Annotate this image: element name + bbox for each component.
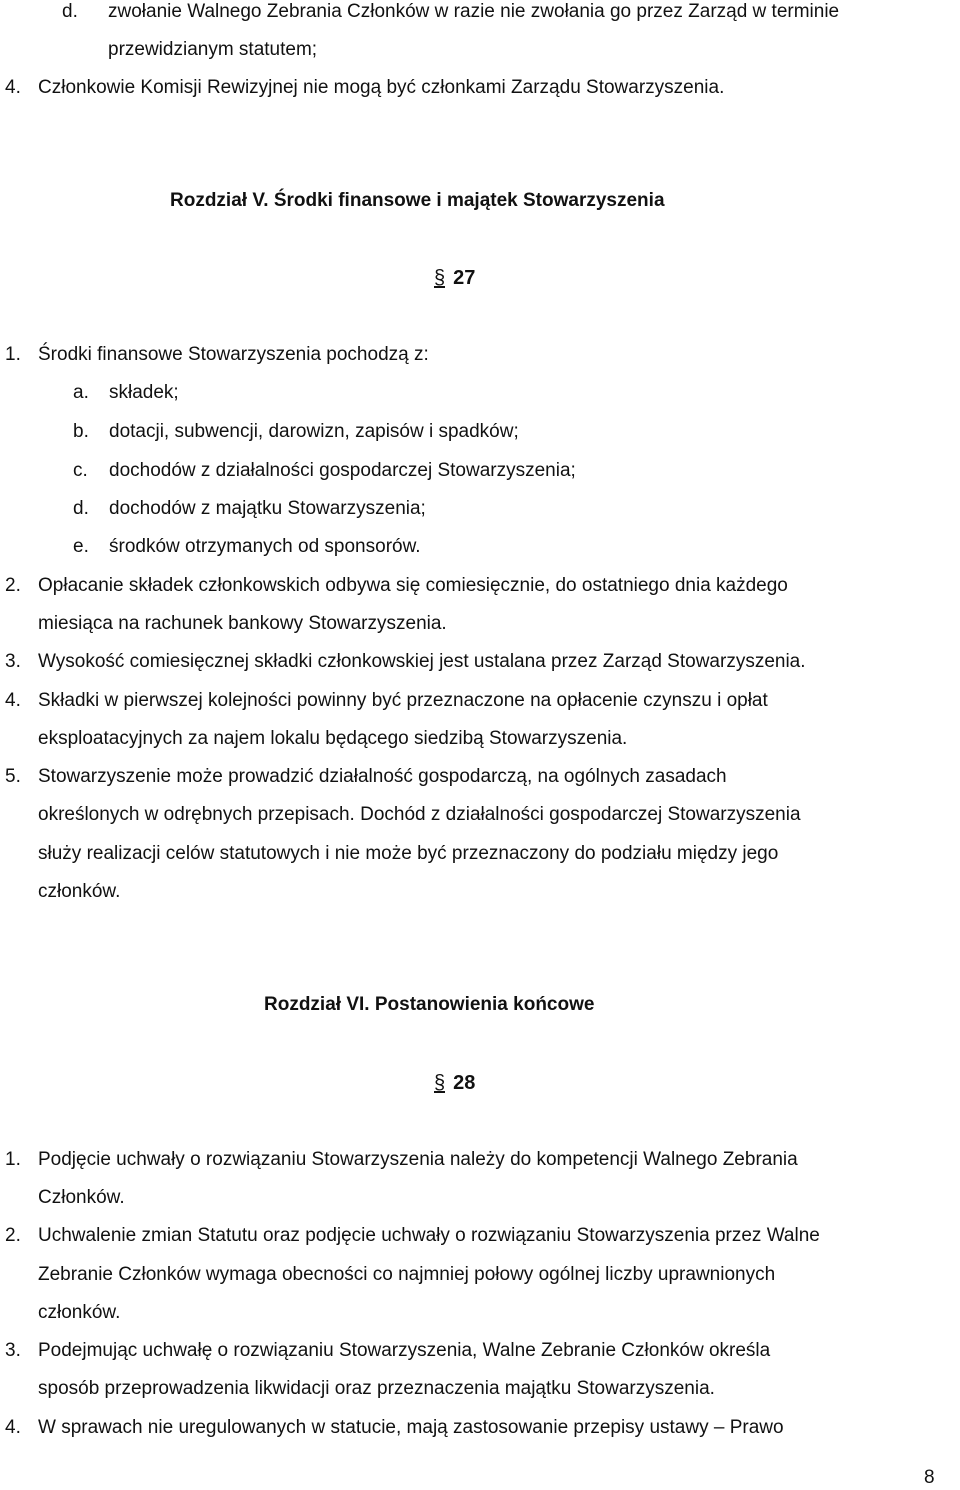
paragraph-heading: [434, 266, 475, 290]
sublist-marker: a.: [73, 382, 89, 403]
list-marker: 2.: [5, 1225, 21, 1246]
list-item-text: Opłacanie składek członkowskich odbywa się comiesięcznie, do ostatniego dnia każdego: [38, 575, 788, 596]
list-item-text: sposób przeprowadzenia likwidacji oraz przeznaczenia majątku Stowarzyszenia.: [38, 1378, 715, 1399]
sublist-item-text: środków otrzymanych od sponsorów.: [109, 536, 421, 557]
list-item-text: członków.: [38, 1302, 121, 1323]
list-item-text: Członkowie Komisji Rewizyjnej nie mogą być członkami Zarządu Stowarzyszenia.: [38, 77, 725, 98]
list-item-text: członków.: [38, 881, 121, 902]
list-item-text: Składki w pierwszej kolejności powinny być przeznaczone na opłacenie czynszu i opłat: [38, 690, 768, 711]
sublist-marker: c.: [73, 460, 88, 481]
sublist-item-text: dochodów z działalności gospodarczej Stowarzyszenia;: [109, 460, 576, 481]
list-marker: 3.: [5, 1340, 21, 1361]
list-marker: 4.: [5, 690, 21, 711]
list-item-text: Podjęcie uchwały o rozwiązaniu Stowarzyszenia należy do kompetencji Walnego Zebrania: [38, 1149, 798, 1170]
list-marker: 5.: [5, 766, 21, 787]
list-item-text: Zebranie Członków wymaga obecności co najmniej połowy ogólnej liczby uprawnionych: [38, 1264, 776, 1285]
list-marker: 2.: [5, 575, 21, 596]
sublist-item-text: dotacji, subwencji, darowizn, zapisów i spadków;: [109, 421, 519, 442]
list-item-text: Członków.: [38, 1187, 125, 1208]
sublist-marker: b.: [73, 421, 89, 442]
list-marker: 1.: [5, 344, 21, 365]
paragraph-number: 27: [453, 267, 476, 289]
sublist-marker: d.: [73, 498, 89, 519]
list-item-text: określonych w odrębnych przepisach. Dochód z działalności gospodarczej Stowarzyszenia: [38, 804, 801, 825]
list-item-text: W sprawach nie uregulowanych w statucie, mają zastosowanie przepisy ustawy – Prawo: [38, 1417, 784, 1438]
list-item-text: zwołanie Walnego Zebrania Członków w razie nie zwołania go przez Zarząd w terminie: [108, 1, 840, 22]
section-sign-icon: §: [434, 1072, 446, 1094]
list-item-text: Uchwalenie zmian Statutu oraz podjęcie uchwały o rozwiązaniu Stowarzyszenia przez Walne: [38, 1225, 820, 1246]
list-item-text: eksploatacyjnych za najem lokalu będącego siedzibą Stowarzyszenia.: [38, 728, 628, 749]
sublist-item-text: dochodów z majątku Stowarzyszenia;: [109, 498, 426, 519]
list-item-text: Stowarzyszenie może prowadzić działalność gospodarczą, na ogólnych zasadach: [38, 766, 727, 787]
list-item-text: służy realizacji celów statutowych i nie może być przeznaczony do podziału między jego: [38, 843, 779, 864]
list-item-text: Podejmując uchwałę o rozwiązaniu Stowarzyszenia, Walne Zebranie Członków określa: [38, 1340, 771, 1361]
sublist-item-text: składek;: [109, 382, 179, 403]
paragraph-number: 28: [453, 1072, 476, 1094]
page-number: 8: [924, 1467, 935, 1488]
list-item-text: przewidzianym statutem;: [108, 39, 318, 60]
list-marker: 4.: [5, 1417, 21, 1438]
paragraph-heading: [434, 1071, 475, 1095]
sublist-marker: e.: [73, 536, 89, 557]
chapter-heading: Rozdział V. Środki finansowe i majątek Stowarzyszenia: [170, 190, 665, 211]
list-item-text: Środki finansowe Stowarzyszenia pochodzą z:: [38, 344, 429, 365]
chapter-heading: Rozdział VI. Postanowienia końcowe: [264, 994, 595, 1015]
list-marker: 1.: [5, 1149, 21, 1170]
list-marker: 3.: [5, 651, 21, 672]
list-item-text: Wysokość comiesięcznej składki członkowskiej jest ustalana przez Zarząd Stowarzyszenia.: [38, 651, 806, 672]
list-marker: 4.: [5, 77, 21, 98]
list-marker: d.: [62, 1, 78, 22]
section-sign-icon: §: [434, 267, 446, 289]
list-item-text: miesiąca na rachunek bankowy Stowarzyszenia.: [38, 613, 447, 634]
